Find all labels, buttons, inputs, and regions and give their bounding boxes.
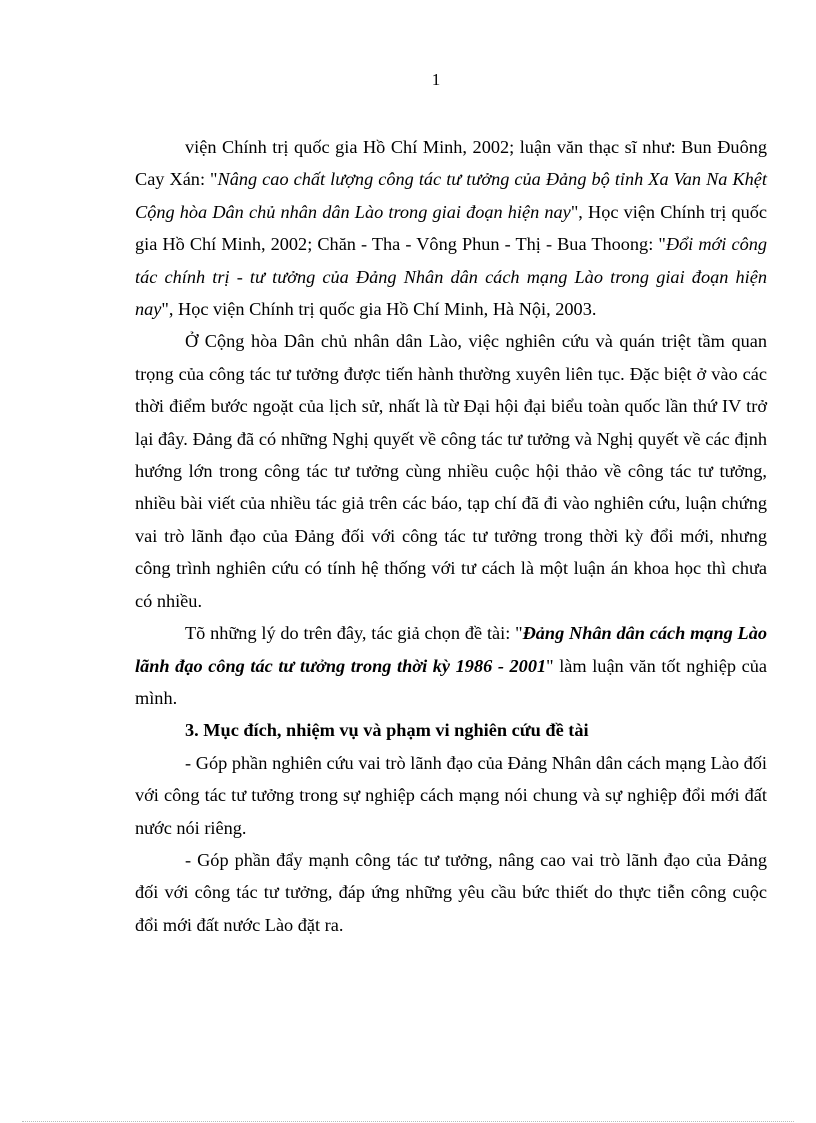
text-run: ", Học viện Chính trị quốc gia Hồ Chí Minh, 2002; Chăn - Tha - Vông Phun - Thị - Bua Thoong: " xyxy=(135,201,768,255)
paragraph-research-overview: Ở Cộng hòa Dân chủ nhân dân Lào, việc nghiên cứu và quán triệt tầm quan trọng của công tác tư tưởng được tiến hành thường xuyên liên tục. Đặc biệt ở vào các thời điểm bước ngoặt của lịch sử, nhất là từ Đại hội đại biểu toàn quốc lần thứ IV trở lại đây. Đảng đã có những Nghị quyết về công tác tư tưởng và Nghị quyết về các định hướng lớn trong công tác tư tưởng cùng nhiều cuộc hội thảo về công tác tư tưởng, nhiều bài viết của nhiều tác giả trên các báo, tạp chí đã đi vào nghiên cứu, luận chứng vai trò lãnh đạo của Đảng đối với công tác tư tưởng trong thời kỳ đổi mới, nhưng công trình nghiên cứu có tính hệ thống với tư cách là một luận án khoa học thì chưa có nhiều. xyxy=(135,331,767,611)
text-run: ", Học viện Chính trị quốc gia Hồ Chí Minh, Hà Nội, 2003. xyxy=(161,299,597,320)
text-run: " làm luận văn tốt nghiệp của mình. xyxy=(135,655,767,708)
page-number: 1 xyxy=(431,70,441,89)
document-body xyxy=(135,131,767,941)
bold-italic-topic-run: Đảng Nhân dân cách mạng Lào lãnh đạo công tác tư tưởng trong thời kỳ 1986 - 2001 xyxy=(135,623,768,676)
italic-title-run: Đổi mới công tác chính trị - tư tưởng của Đảng Nhân dân cách mạng Lào trong giai đoạn hiện nay xyxy=(135,234,767,320)
text-run: viện Chính trị quốc gia Hồ Chí Minh, 2002; luận văn thạc sĩ như: Bun Đuông Cay Xán: " xyxy=(135,137,767,190)
paragraph-references xyxy=(135,131,767,325)
bullet-item: - Góp phần nghiên cứu vai trò lãnh đạo của Đảng Nhân dân cách mạng Lào đối với công tác tư tưởng trong sự nghiệp cách mạng nói chung và sự nghiệp đổi mới đất nước nói riêng. xyxy=(135,752,767,838)
italic-title-run: Nâng cao chất lượng công tác tư tưởng của Đảng bộ tỉnh Xa Van Na Khệt Cộng hòa Dân chủ nhân dân Lào trong giai đoạn hiện nay xyxy=(135,169,767,222)
page-bottom-divider xyxy=(22,1121,794,1122)
text-run: Tõ những lý do trên đây, tác giả chọn đề tài: " xyxy=(185,623,523,644)
paragraph-topic-choice xyxy=(135,617,767,714)
section-heading: 3. Mục đích, nhiệm vụ và phạm vi nghiên cứu đề tài xyxy=(185,720,589,741)
bullet-item: - Góp phần đẩy mạnh công tác tư tưởng, nâng cao vai trò lãnh đạo của Đảng đối với công tác tư tưởng, đáp ứng những yêu cầu bức thiết do thực tiễn công cuộc đổi mới đất nước Lào đặt ra. xyxy=(135,849,767,935)
